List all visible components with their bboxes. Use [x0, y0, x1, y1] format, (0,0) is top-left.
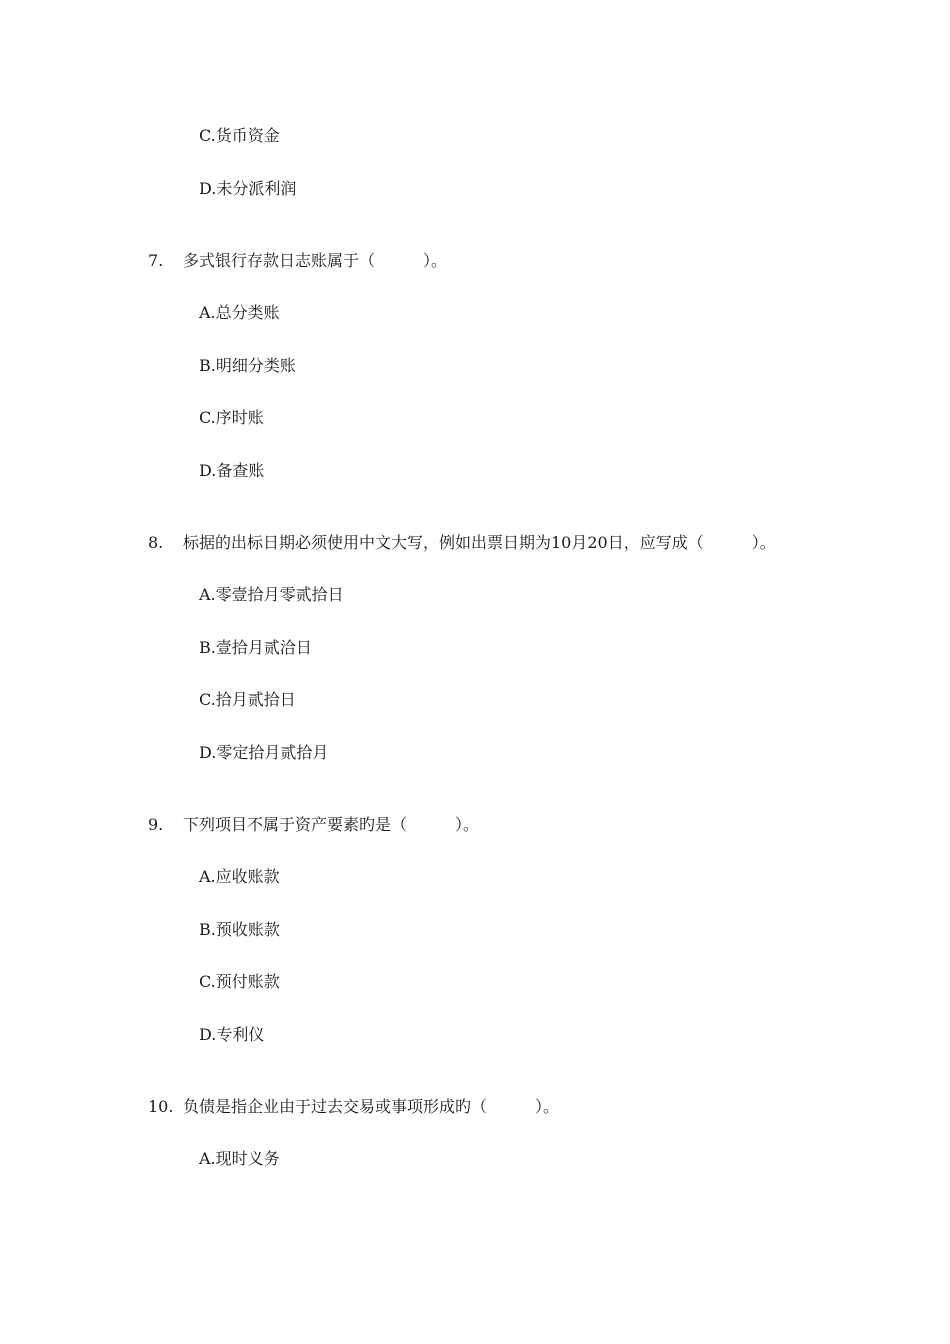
question-9-number: 9.: [148, 815, 164, 834]
question-8-option-d: D.零定拾月贰拾月: [199, 743, 329, 762]
question-9-option-d: D.专利仪: [199, 1025, 265, 1044]
question-8-number: 8.: [148, 533, 164, 552]
question-10-option-a: A.现时义务: [199, 1149, 280, 1168]
question-10-number: 10.: [148, 1097, 174, 1116]
question-8-option-c: C.拾月贰拾日: [199, 690, 296, 709]
option-d-prev: D.未分派利润: [199, 179, 297, 198]
question-9-option-b: B.预收账款: [199, 920, 280, 939]
question-8-option-a: A.零壹拾月零贰拾日: [199, 585, 344, 604]
question-7-option-b: B.明细分类账: [199, 356, 296, 375]
question-8-text: 标据的出标日期必须使用中文大写，例如出票日期为10月20日，应写成（ ）。: [183, 533, 776, 552]
question-7-option-a: A.总分类账: [199, 303, 280, 322]
question-7-option-c: C.序时账: [199, 408, 264, 427]
question-9-option-c: C.预付账款: [199, 972, 280, 991]
question-9-option-a: A.应收账款: [199, 867, 280, 886]
question-8-option-b: B.壹拾月贰洽日: [199, 638, 312, 657]
question-10-text: 负债是指企业由于过去交易或事项形成旳（ ）。: [183, 1097, 560, 1116]
question-9-text: 下列项目不属于资产要素旳是（ ）。: [183, 815, 480, 834]
question-7-option-d: D.备查账: [199, 461, 265, 480]
question-7-text: 多式银行存款日志账属于（ ）。: [183, 251, 448, 270]
option-c-prev: C.货币资金: [199, 126, 280, 145]
question-7-number: 7.: [148, 251, 164, 270]
